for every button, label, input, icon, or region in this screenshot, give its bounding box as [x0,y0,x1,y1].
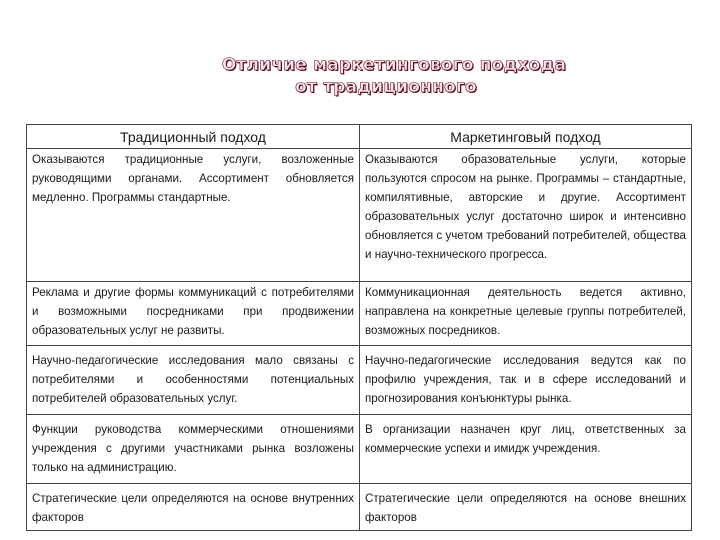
table-row [27,346,692,415]
comparison-table [26,124,692,531]
cell-traditional: Функции руководства коммерческими отношениями учреждения с другими участниками рынка возложены только на администрацию. [27,415,360,484]
cell-traditional: Стратегические цели определяются на основе внутренних факторов [27,484,360,531]
cell-marketing: Оказываются образовательные услуги, которые пользуются спросом на рынке. Программы – стандартные, компилятивные, авторские и другие. Ассортимент образовательных услуг достаточно широк и интенсивно обновляется с учетом требований потребителей, общества и научно-технического прогресса. [360,149,692,282]
title-line-2: от традиционного [295,77,477,97]
cell-marketing: Научно-педагогические исследования ведутся как по профилю учреждения, так и в сфере исследований и прогнозирования конъюнктуры рынка. [360,346,692,415]
cell-traditional: Оказываются традиционные услуги, возложенные руководящими органами. Ассортимент обновляется медленно. Программы стандартные. [27,149,360,282]
cell-traditional: Реклама и другие формы коммуникаций с потребителями и возможными посредниками при продвижении образовательных услуг не развиты. [27,282,360,346]
cell-traditional: Научно-педагогические исследования мало связаны с потребителями и особенностями потенциальных потребителей образовательных услуг. [27,346,360,415]
table-row [27,149,692,282]
table-row [27,484,692,531]
cell-marketing: В организации назначен круг лиц, ответственных за коммерческие успехи и имидж учреждения. [360,415,692,484]
cell-marketing: Коммуникационная деятельность ведется активно, направлена на конкретные целевые группы потребителей, возможных посредников. [360,282,692,346]
page-title [0,54,720,98]
title-line-1: Отличие маркетингового подхода [221,55,567,75]
table-header-row [27,125,692,149]
table-row [27,282,692,346]
header-traditional: Традиционный подход [27,125,360,149]
table-row [27,415,692,484]
header-marketing: Маркетинговый подход [360,125,692,149]
cell-marketing: Стратегические цели определяются на основе внешних факторов [360,484,692,531]
